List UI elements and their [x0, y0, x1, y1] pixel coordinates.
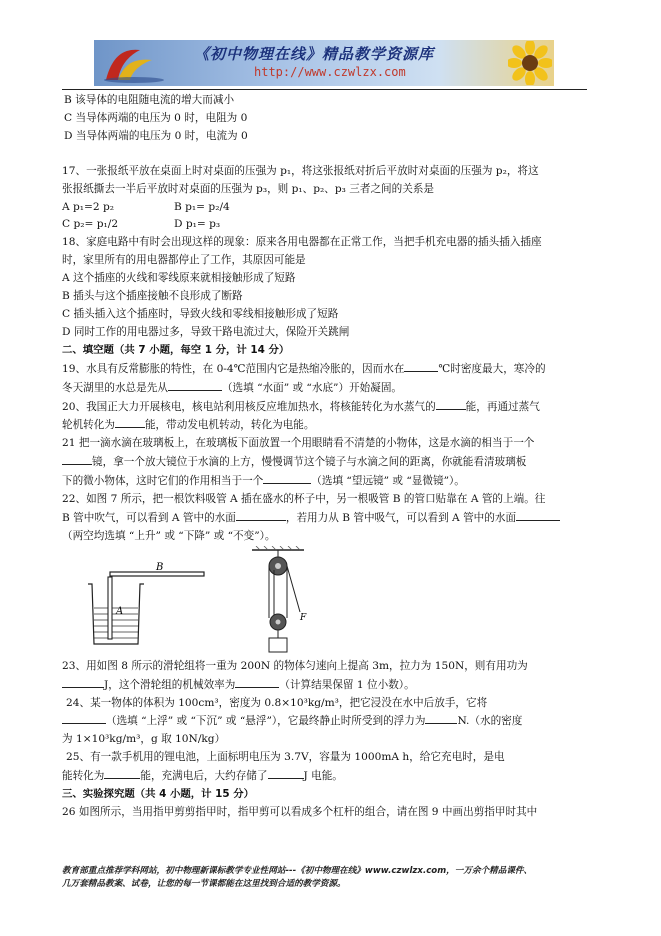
- q22-line2: [62, 509, 588, 528]
- banner-url: http://www.czwlzx.com: [254, 65, 406, 79]
- answer-blank: [404, 360, 438, 372]
- q16-option-d: D 当导体两端的电压为 0 时，电流为 0: [64, 129, 248, 142]
- footer-line-2: 几万套精品教案、试卷，让您的每一节课都能在这里找到合适的教学资源。: [62, 878, 346, 889]
- section-fill-in-heading: 二、填空题（共 7 小题，每空 1 分，计 14 分）: [62, 343, 290, 356]
- answer-blank: [62, 712, 106, 724]
- q21-line1: 21 把一滴水滴在玻璃板上，在玻璃板下面放置一个用眼睛看不清楚的小物体，这是水滴的相当于一个: [62, 437, 535, 450]
- q24-line1: 24、某一物体的体积为 100cm³，密度为 0.8×10³kg/m³，把它浸没在水中后放手，它将: [66, 696, 488, 709]
- sunflower-icon: [508, 41, 552, 85]
- section-experiment-heading: 三、实验探究题（共 4 小题，计 15 分）: [62, 788, 255, 801]
- fig7-straw-cup-diagram: [82, 552, 212, 652]
- q21-text-3: 下的微小物体，这时它们的作用相当于一个: [62, 475, 264, 488]
- q24-text-3: N.（水的密度: [457, 715, 523, 728]
- q24-text-2: （选填 “上浮” 或 “下沉” 或 “悬浮”），它最终静止时所受到的浮力为: [106, 715, 426, 728]
- fig7-label-a: A: [116, 605, 124, 617]
- answer-blank: [425, 712, 457, 724]
- q20-text-3: 轮机转化为: [62, 419, 115, 432]
- q24-line3: 为 1×10³kg/m³，g 取 10N/kg）: [62, 733, 226, 746]
- q20-line1: [62, 398, 588, 417]
- q19-text-4: （选填 “水面” 或 “水底”）开始凝固。: [221, 381, 403, 394]
- answer-blank: [236, 509, 286, 521]
- q17-option-c: C p₂= p₁/2: [62, 218, 119, 231]
- answer-blank: [62, 453, 92, 465]
- q17-option-b: B p₁= p₂/4: [174, 200, 230, 213]
- q19-text-3: 冬天湖里的水总是先从: [62, 381, 168, 394]
- answer-blank: [235, 676, 279, 688]
- answer-blank: [436, 398, 466, 410]
- q17-option-a: A p₁=2 p₂: [62, 200, 115, 213]
- q21-text-4: （选填 “望远镜” 或 “显微镜”）。: [311, 475, 465, 488]
- q21-line2: [62, 453, 588, 472]
- q19-text-1: 19、水具有反常膨胀的特性，在 0-4℃范围内它是热缩冷胀的，因而水在: [62, 362, 405, 375]
- answer-blank: [268, 767, 304, 779]
- q22-line1: 22、如图 7 所示，把一根饮料吸管 A 插在盛水的杯子中，另一根吸管 B 的管口贴靠在 A 管的上端。往: [62, 493, 546, 506]
- q25-text-2: 能转化为: [62, 770, 105, 783]
- answer-blank: [104, 767, 140, 779]
- q20-text-1: 20、我国正大力开展核电，核电站利用核反应堆加热水，将核能转化为水蒸气的: [62, 400, 436, 413]
- q18-option-d: D 同时工作的用电器过多，导致干路电流过大，保险开关跳闸: [62, 325, 350, 338]
- header-banner: [94, 40, 554, 86]
- answer-blank: [516, 509, 560, 521]
- fig8-label-f: F: [300, 612, 307, 623]
- q25-text-4: J 电能。: [303, 770, 343, 783]
- q19-line2: [62, 379, 588, 398]
- q21-text-2: 镜，拿一个放大镜位于水滴的上方，慢慢调节这个镜子与水滴之间的距离，你就能看清玻璃板: [92, 456, 527, 469]
- q16-option-b: B 该导体的电阻随电流的增大而减小: [64, 94, 235, 106]
- q23-text-2: J，这个滑轮组的机械效率为: [104, 678, 236, 691]
- exam-content: [62, 92, 588, 822]
- q22-text-3: ，若用力从 B 管中吸气，可以看到 A 管中的水面: [285, 511, 517, 524]
- q20-text-2: 能，再通过蒸气: [465, 400, 540, 413]
- answer-blank: [115, 416, 145, 428]
- answer-blank: [62, 676, 104, 688]
- answer-blank: [168, 379, 222, 391]
- q17-line2: 张报纸撕去一半后平放时对桌面的压强为 p₃，则 p₁、p₂、p₃ 三者之间的关系是: [62, 182, 435, 195]
- q19-text-2: ℃时密度最大，寒冷的: [438, 362, 546, 375]
- q18-line1: 18、家庭电路中有时会出现这样的现象：原来各用电器都在正常工作，当把手机充电器的插头插入插座: [62, 236, 542, 249]
- q18-option-b: B 插头与这个插座接触不良形成了断路: [62, 290, 243, 303]
- q16-option-c: C 当导体两端的电压为 0 时，电阻为 0: [64, 111, 248, 124]
- q21-line3: [62, 472, 588, 491]
- q17-line1: 17、一张报纸平放在桌面上时对桌面的压强为 p₁，将这张报纸对折后平放时对桌面的压强为 p₂，将这: [62, 164, 539, 177]
- q22-text-2: B 管中吹气，可以看到 A 管中的水面: [62, 511, 236, 524]
- q25-text-3: 能，充满电后，大约存储了: [140, 770, 268, 783]
- q23-line2: [62, 676, 588, 695]
- q17-options-cd: [62, 216, 588, 234]
- figures-7-8: [62, 546, 588, 658]
- header-rule: [62, 89, 587, 90]
- answer-blank: [263, 472, 311, 484]
- q20-text-4: 能，带动发电机转动，转化为电能。: [144, 419, 315, 432]
- q26-line1: 26 如图所示，当用指甲剪剪指甲时，指甲剪可以看成多个杠杆的组合，请在图 9 中画出剪指甲时其中: [62, 806, 538, 818]
- q25-line1: 25、有一款手机用的锂电池，上面标明电压为 3.7V，容量为 1000mA h，给它充电时，是电: [66, 751, 505, 764]
- fig7-label-b: B: [156, 561, 164, 573]
- footer-line-1: 教育部重点推荐学科网站，初中物理新课标教学专业性网站---《初中物理在线》www.czwlzx.com，一万余个精品课件、: [62, 866, 533, 876]
- q18-option-c: C 插头插入这个插座时，导致火线和零线相接触形成了短路: [62, 307, 339, 320]
- site-logo-icon: [100, 44, 170, 84]
- q19-line1: [62, 360, 588, 379]
- banner-title: 《初中物理在线》精品教学资源库: [194, 45, 435, 63]
- q23-line1: 23、用如图 8 所示的滑轮组将一重为 200N 的物体匀速向上提高 3m，拉力为 150N，则有用功为: [62, 659, 528, 672]
- q22-line3: （两空均选填 “上升” 或 “下降” 或 “不变”）。: [62, 529, 276, 542]
- q23-text-3: （计算结果保留 1 位小数）。: [279, 678, 415, 691]
- q20-line2: [62, 416, 588, 435]
- q17-option-d: D p₁= p₃: [174, 218, 221, 231]
- q25-line2: [62, 767, 588, 786]
- fig8-pulley-diagram: [242, 546, 322, 656]
- page-footer: [62, 865, 592, 890]
- q17-options-ab: [62, 199, 588, 217]
- q18-line2: 时，家里所有的用电器都停止了工作，其原因可能是: [62, 254, 306, 267]
- q24-line2: [62, 712, 588, 731]
- q18-option-a: A 这个插座的火线和零线原来就相接触形成了短路: [62, 272, 296, 285]
